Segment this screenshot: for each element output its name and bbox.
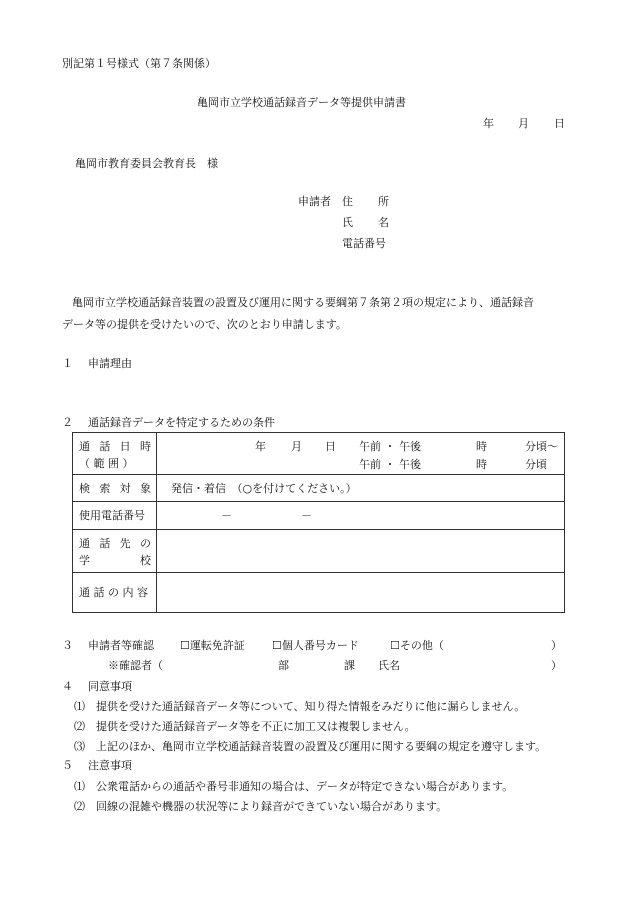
ampm-to: 午前 ・ 午後 [359,458,421,471]
section-title: 同意事項 [88,680,132,693]
call-datetime-value-cell[interactable] [157,433,565,475]
label-char: 索 [99,482,111,495]
section-number: １ [62,357,73,370]
item-text: 提供を受けた通話録音データ等を不正に加工又は複製しません。 [96,720,416,733]
item-text: 公衆電話からの通話や番号非通知の場合は、データが特定できない場合があります。 [96,780,514,793]
form-reference: 別記第１号様式（第７条関係） [62,57,216,70]
phone-used-label-cell [73,502,157,530]
intro-line-1: 亀岡市立学校通話録音装置の設置及び運用に関する要綱第７条第２項の規定により、通話録音 [72,296,534,309]
call-datetime-row [73,433,565,475]
label-char: 話 [99,440,111,453]
item-text: 提供を受けた通話録音データ等について、知り得た情報をみだりに他に漏らしません。 [96,700,526,713]
id-option-drivers-license[interactable]: ☐運転免許証 [180,639,245,652]
phone-dash-2: － [301,509,312,522]
phone-used-row [73,502,565,530]
phone-used-value-cell[interactable] [157,502,565,530]
call-content-label: 通 話 の 内 容 [79,586,148,599]
hour-from: 時 [476,440,487,453]
partner-school-value-cell[interactable] [157,530,565,573]
label-char: 話 [99,537,111,550]
label-char: 校 [140,554,151,567]
label-char: 先 [119,537,131,550]
search-target-label [79,483,151,494]
label-char: 学 [79,554,90,567]
applicant-label: 申請者 [298,195,331,208]
minute-from: 分頃～ [525,440,558,453]
dt-month: 月 [291,440,302,453]
label-char: 通 [79,440,90,453]
search-target-value-cell[interactable] [157,475,565,502]
label-char: 象 [139,482,151,495]
label-char: 日 [119,440,131,453]
item-text: 回線の混雑や機器の状況等により録音ができていない場合があります。 [96,800,448,813]
section-number: ５ [62,759,73,772]
name-char-2: 名 [378,216,389,229]
confirmer-label: ※確認者（ [108,659,163,672]
ampm-from: 午前 ・ 午後 [359,440,421,453]
call-content-value-cell[interactable] [157,573,565,613]
call-datetime-label [79,441,151,452]
hour-to: 時 [476,458,487,471]
range-label: （ 範 囲 ） [79,457,134,470]
section-number: ３ [62,639,73,652]
section-number: ２ [62,416,73,429]
item-number: ⑴ [74,780,85,793]
phone-dash-1: － [221,509,232,522]
partner-school-row [73,530,565,573]
minute-to: 分頃 [525,458,547,471]
search-target-label-cell [73,475,157,502]
call-content-row [73,573,565,613]
search-target-row [73,475,565,502]
address-char-2: 所 [378,195,389,208]
section-title: 申請者等確認 [88,639,154,652]
partner-school-label-line2 [79,555,151,566]
close-paren: ） [551,639,562,652]
call-datetime-label-cell [73,433,157,475]
search-target-value: 発信・着信 （○を付けてください。） [171,482,357,495]
section-title: 注意事項 [88,759,132,772]
date-month: 月 [518,117,529,130]
item-text: 上記のほか、亀岡市立学校通話録音装置の設置及び運用に関する要綱の規定を遵守します。 [96,740,547,753]
form-title: 亀岡市立学校通話録音データ等提供申請書 [197,96,406,109]
date-year: 年 [483,117,494,130]
section-number: ４ [62,680,73,693]
partner-school-label-cell [73,530,157,573]
phone-used-label: 使用電話番号 [79,509,145,522]
dt-year: 年 [255,440,266,453]
confirmer-name: 氏名 [378,659,400,672]
name-char-1: 氏 [342,216,353,229]
call-content-label-cell [73,573,157,613]
label-char: の [139,537,151,550]
addressee: 亀岡市教育委員会教育長 様 [75,157,218,170]
close-paren: ） [551,659,562,672]
partner-school-label-line1 [79,538,151,549]
address-char-1: 住 [342,195,353,208]
item-number: ⑴ [74,700,85,713]
id-option-my-number-card[interactable]: ☐個人番号カード [272,639,359,652]
item-number: ⑵ [74,720,85,733]
conditions-table [72,432,565,613]
phone-label: 電話番号 [342,237,386,250]
item-number: ⑵ [74,800,85,813]
intro-line-2: データ等の提供を受けたいので、次のとおり申請します。 [62,318,347,331]
section-title: 通話録音データを特定するための条件 [88,416,275,429]
label-char: 通 [79,537,90,550]
id-option-other[interactable]: ☐その他（ [390,639,444,652]
confirmer-section: 課 [344,659,355,672]
confirmer-dept: 部 [278,659,289,672]
date-day: 日 [554,117,565,130]
label-char: 対 [119,482,131,495]
item-number: ⑶ [74,740,85,753]
label-char: 時 [139,440,151,453]
section-title: 申請理由 [88,357,132,370]
label-char: 検 [79,482,90,495]
dt-day: 日 [325,440,336,453]
